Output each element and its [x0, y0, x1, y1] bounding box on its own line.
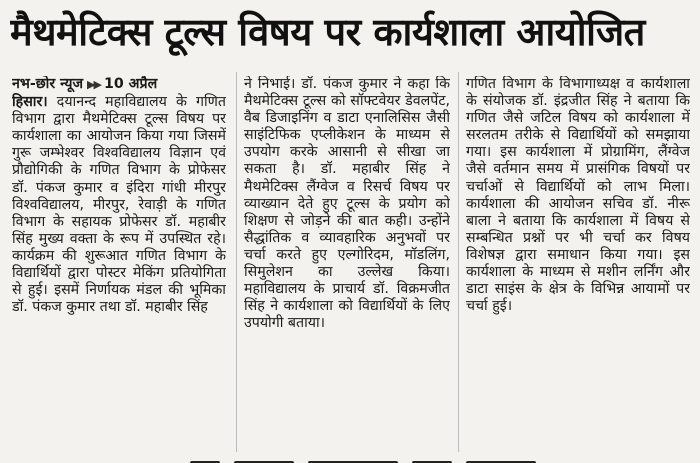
byline-source: नभ-छोर न्यूज	[12, 76, 84, 92]
byline-arrows-icon: ▶▶	[87, 78, 100, 91]
column-divider	[236, 72, 237, 452]
byline-date: 10 अप्रैल	[103, 76, 158, 92]
dateline: हिसार।	[12, 94, 48, 111]
column-1-text: दयानन्द महाविद्यालय के गणित विभाग द्वारा मैथमेटिक्स टूल्स विषय पर कार्यशाला का आयोजन किया गया जिसमें गुरू जम्भेश्वर विश्वविद्यालय विज्ञान एवं प्रौद्योगिकी के गणित विभाग के प्रोफेसर डॉ. पंकज कुमार व इंदिरा गांधी मीरपुर विश्वविद्यालय, मीरपुर, रेवाड़ी के गणित विभाग के सहायक प्रोफेसर डॉ. महाबीर सिंह मुख्य वक्ता के रूप में उपस्थित रहे। कार्यक्रम की शुरूआत गणित विभाग के विद्यार्थियों द्वारा पोस्टर मेकिंग प्रतियोगिता से हुई। इसमें निर्णायक मंडल की भूमिका डॉ. पंकज कुमार तथा डॉ. महाबीर सिंह	[12, 94, 226, 316]
column-1-paragraph	[12, 94, 226, 316]
column-divider	[458, 72, 459, 452]
column-3-text: गणित विभाग के विभागाध्यक्ष व कार्यशाला के संयोजक डॉ. इंद्रजीत सिंह ने बताया कि गणित जैसे जटिल विषय को कार्यशाला में सरलतम तरीके से विद्यार्थियों को समझाया गया। इस कार्यशाला में प्रोग्रामिंग, लैंग्वेज जैसे वर्तमान समय में प्रासंगिक विषयों पर चर्चाओं से विद्यार्थियों को लाभ मिला। कार्यशाला की आयोजन सचिव डॉ. नीरू बाला ने बताया कि कार्यशाला में विषय से सम्बन्धित प्रश्नों पर भी चर्चा कर विषय विशेषज्ञ द्वारा समाधान किया गया। इस कार्यशाला के माध्यम से मशीन लर्निंग और डाटा साइंस के क्षेत्र के विभिन्न आयामों पर चर्चा हुई।	[466, 76, 690, 315]
article-headline: मैथमेटिक्स टूल्स विषय पर कार्यशाला आयोजित	[10, 10, 645, 54]
byline	[12, 76, 226, 93]
cropped-next-headline	[190, 452, 610, 463]
article-column-1	[12, 76, 226, 450]
article-column-2	[244, 76, 450, 450]
article-column-3	[466, 76, 690, 450]
column-2-text: ने निभाई। डॉ. पंकज कुमार ने कहा कि मैथमेटिक्स टूल्स को सॉफ्टवेयर डेवलपेंट, वैब डिजाइनिंग व डाटा एनालिसिस जैसी साइंटिफिक एप्लीकेशन के माध्यम से उपयोग करके आसानी से सीखा जा सकता है। डॉ. महाबीर सिंह ने मैथमेटिक्स लैंग्वेज व रिसर्च विषय पर व्याख्यान देते हुए टूल्स के प्रयोग को शिक्षण से जोड़ने की बात कही। उन्होंने सैद्धांतिक व व्यावहारिक अनुभवों पर चर्चा करते हुए एल्गोरिदम, मॉडलिंग, सिमुलेशन का उल्लेख किया। महाविद्यालय के प्राचार्य डॉ. विक्रमजीत सिंह ने कार्यशाला को विद्यार्थियों के लिए उपयोगी बताया।	[244, 76, 450, 332]
